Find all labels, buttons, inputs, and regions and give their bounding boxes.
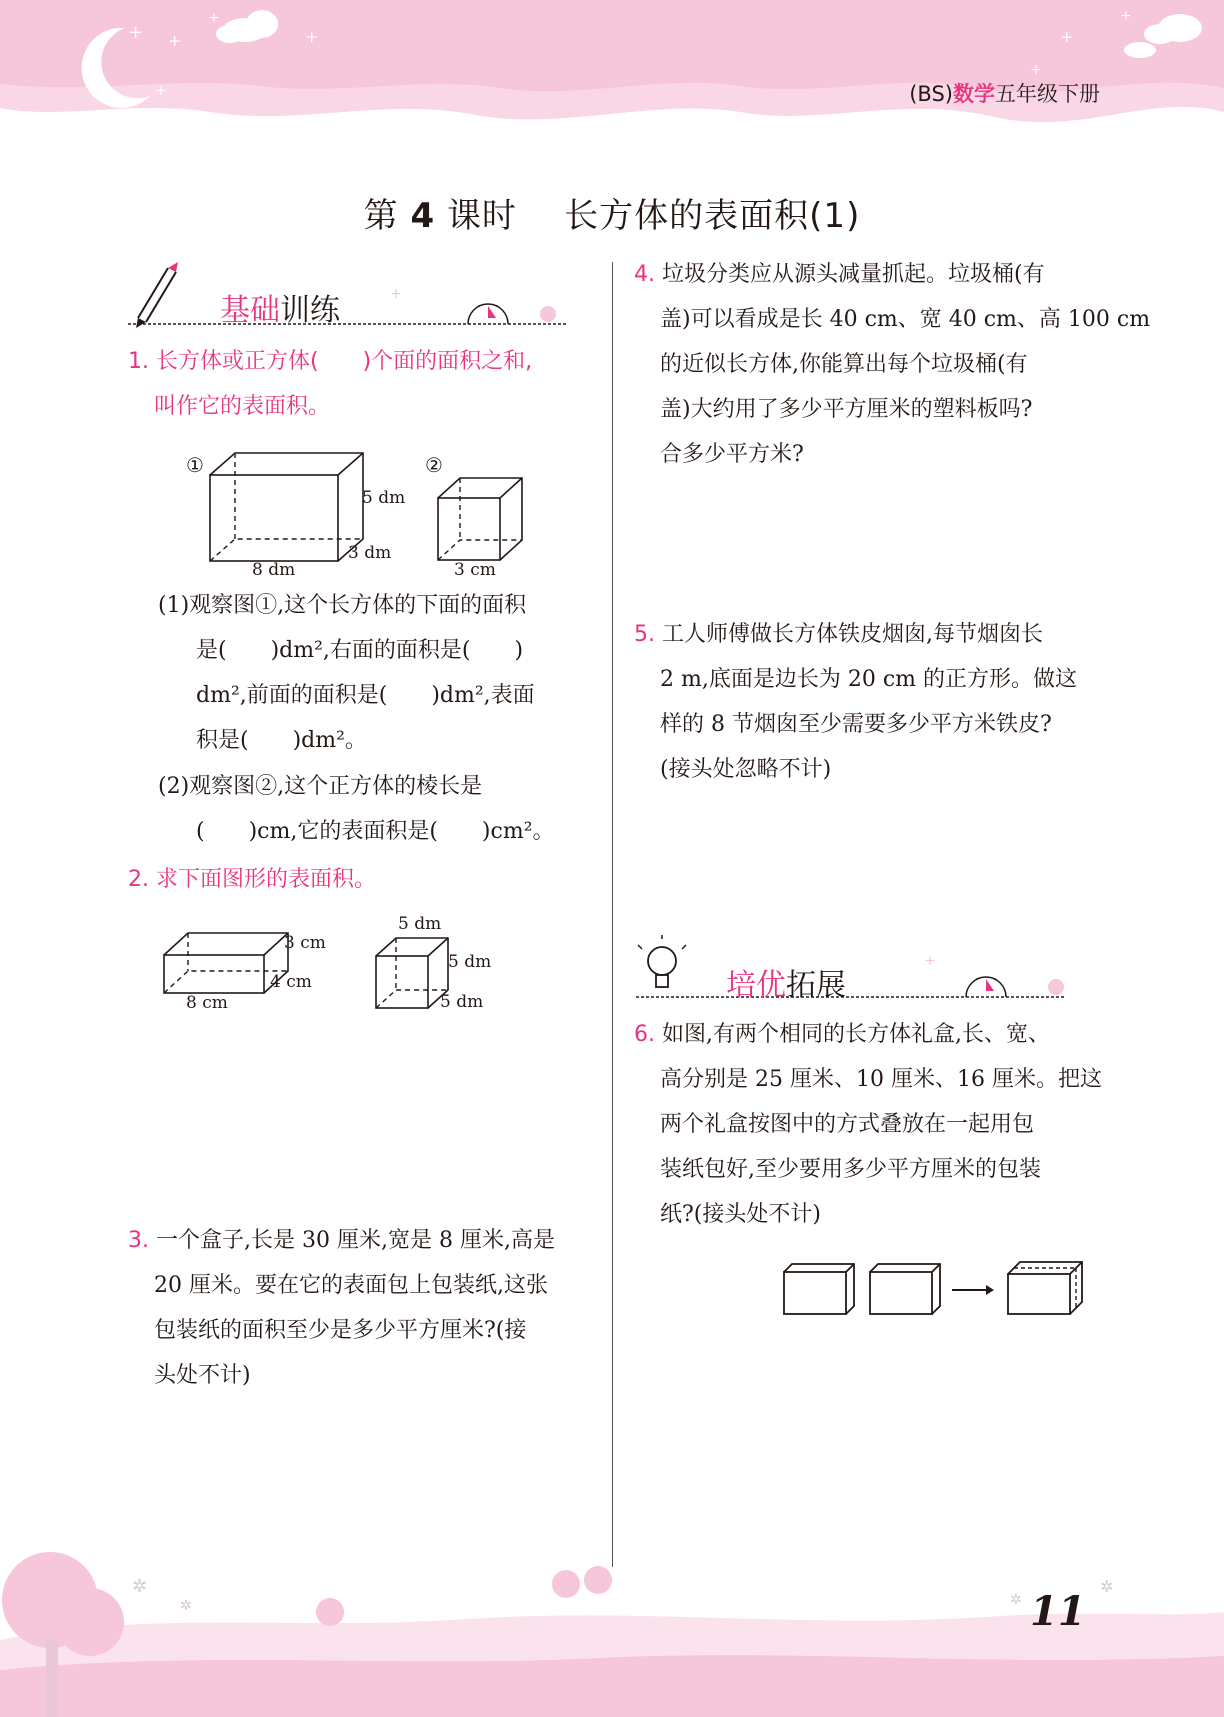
title-topic: 长方体的表面积(1) xyxy=(564,196,861,236)
question-3-line-2: 20 厘米。要在它的表面包上包装纸,这张 xyxy=(154,1273,548,1298)
svg-text:+: + xyxy=(168,31,182,50)
question-6-line-5: 纸?(接头处不计) xyxy=(660,1202,821,1227)
book-prefix: (BS) xyxy=(909,82,953,106)
question-1-sub-2 xyxy=(158,764,590,854)
title-lesson-number: 4 xyxy=(410,196,436,236)
svg-text:✲: ✲ xyxy=(180,1598,192,1614)
gift-box-1 xyxy=(784,1264,854,1314)
svg-text:+: + xyxy=(208,10,220,26)
section-basic-title-dark: 训练 xyxy=(280,293,340,328)
figure-2-marker: ② xyxy=(425,453,443,477)
question-4-line-1: 垃圾分类应从源头减量抓起。垃圾桶(有 xyxy=(662,262,1045,287)
q2-fig2-top-label: 5 dm xyxy=(398,914,442,934)
section-basic-title xyxy=(220,285,340,329)
question-4-number: 4. xyxy=(634,262,655,287)
question-3-text xyxy=(128,1218,598,1398)
question-6-line-1: 如图,有两个相同的长方体礼盒,长、宽、 xyxy=(662,1022,1050,1047)
question-4-line-3: 的近似长方体,你能算出每个垃圾桶(有 xyxy=(660,352,1028,377)
question-5-text xyxy=(634,612,1114,792)
svg-text:+: + xyxy=(128,22,144,43)
question-2-text xyxy=(128,857,376,902)
book-grade: 五年级下册 xyxy=(995,82,1100,106)
q2-fig1-length-label: 8 cm xyxy=(186,993,228,1013)
figure-cuboid-1 xyxy=(180,445,420,585)
q1-sub1-line-1: (1)观察图①,这个长方体的下面的面积 xyxy=(158,593,527,618)
svg-text:+: + xyxy=(1060,27,1074,46)
section-basic-decoration xyxy=(128,258,568,330)
book-label xyxy=(909,78,1100,108)
question-3-line-1: 一个盒子,长是 30 厘米,宽是 8 厘米,高是 xyxy=(156,1228,555,1253)
section-basic-title-pink: 基础 xyxy=(220,293,280,328)
question-2-line: 求下面图形的表面积。 xyxy=(156,867,377,892)
arrow-right-icon xyxy=(952,1285,994,1295)
figure-1-marker: ① xyxy=(186,453,204,477)
svg-text:✲: ✲ xyxy=(132,1576,148,1597)
question-1-number: 1. xyxy=(128,349,149,374)
section-advanced-decoration xyxy=(636,935,1076,1005)
svg-text:+: + xyxy=(390,286,402,302)
figure-q2-cuboid xyxy=(160,925,300,1005)
question-6-number: 6. xyxy=(634,1022,655,1047)
figure-1-width-label: 3 dm xyxy=(348,543,392,563)
page-title xyxy=(0,188,1224,237)
book-subject: 数学 xyxy=(953,82,995,106)
figure-1-height-label: 5 dm xyxy=(362,488,406,508)
svg-text:+: + xyxy=(924,953,936,969)
q1-sub1-line-4: 积是( )dm²。 xyxy=(196,728,367,753)
question-3-number: 3. xyxy=(128,1228,149,1253)
section-advanced-title xyxy=(726,960,846,1004)
question-4-line-5: 合多少平方米? xyxy=(660,442,804,467)
q2-fig1-width-label: 4 cm xyxy=(270,972,312,992)
q2-fig2-height-label: 5 dm xyxy=(448,952,492,972)
question-4-text xyxy=(634,252,1151,477)
question-5-line-4: (接头处忽略不计) xyxy=(660,757,832,782)
question-1-line-2: 叫作它的表面积。 xyxy=(154,394,331,419)
page-number: 11 xyxy=(1030,1588,1086,1635)
q2-fig1-height-label: 3 cm xyxy=(284,933,326,953)
figure-2-edge-label: 3 cm xyxy=(454,560,496,580)
figure-gift-boxes xyxy=(780,1258,1090,1318)
q1-sub1-line-2: 是( )dm²,右面的面积是( ) xyxy=(196,638,524,663)
q1-sub1-line-3: dm²,前面的面积是( )dm²,表面 xyxy=(196,683,535,708)
question-4-line-4: 盖)大约用了多少平方厘米的塑料板吗? xyxy=(660,397,1033,422)
question-1-text xyxy=(128,339,532,429)
question-1-sub-1 xyxy=(158,583,590,763)
q1-sub2-line-1: (2)观察图②,这个正方体的棱长是 xyxy=(158,774,483,799)
q2-fig2-width-label: 5 dm xyxy=(440,992,484,1012)
title-lesson: 第 xyxy=(363,196,399,236)
question-6-line-2: 高分别是 25 厘米、10 厘米、16 厘米。把这 xyxy=(660,1067,1102,1092)
header-banner xyxy=(0,0,1224,150)
svg-text:+: + xyxy=(1030,62,1042,78)
title-lesson-unit: 课时 xyxy=(446,196,517,236)
svg-text:+: + xyxy=(155,83,167,99)
question-3-line-4: 头处不计) xyxy=(154,1363,251,1388)
gift-box-2 xyxy=(870,1264,940,1314)
q1-sub2-line-2: ( )cm,它的表面积是( )cm²。 xyxy=(196,819,555,844)
question-6-text xyxy=(634,1012,1114,1237)
figure-1-length-label: 8 dm xyxy=(252,560,296,580)
svg-text:+: + xyxy=(1120,8,1132,24)
question-6-line-4: 装纸包好,至少要用多少平方厘米的包装 xyxy=(660,1157,1041,1182)
svg-text:+: + xyxy=(305,27,319,46)
question-5-number: 5. xyxy=(634,622,655,647)
question-5-line-3: 样的 8 节烟囱至少需要多少平方米铁皮? xyxy=(660,712,1052,737)
gift-boxes-stacked xyxy=(1008,1262,1082,1314)
svg-text:✲: ✲ xyxy=(1010,1592,1022,1608)
snowflake-icon xyxy=(132,1576,1113,1614)
lightbulb-icon xyxy=(638,935,686,987)
question-6-line-3: 两个礼盒按图中的方式叠放在一起用包 xyxy=(660,1112,1035,1137)
question-2-number: 2. xyxy=(128,867,149,892)
section-advanced-title-dark: 拓展 xyxy=(786,968,846,1003)
section-advanced-title-pink: 培优 xyxy=(726,968,786,1003)
question-5-line-1: 工人师傅做长方体铁皮烟囱,每节烟囱长 xyxy=(662,622,1043,647)
question-4-line-2: 盖)可以看成是长 40 cm、宽 40 cm、高 100 cm xyxy=(660,307,1151,332)
figure-cube-2 xyxy=(430,470,550,570)
column-divider xyxy=(612,262,613,1567)
pencil-icon xyxy=(136,262,178,328)
question-3-line-3: 包装纸的面积至少是多少平方厘米?(接 xyxy=(154,1318,527,1343)
question-5-line-2: 2 m,底面是边长为 20 cm 的正方形。做这 xyxy=(660,667,1078,692)
question-1-line-1: 长方体或正方体( )个面的面积之和, xyxy=(156,349,533,374)
svg-text:✲: ✲ xyxy=(1100,1577,1114,1596)
